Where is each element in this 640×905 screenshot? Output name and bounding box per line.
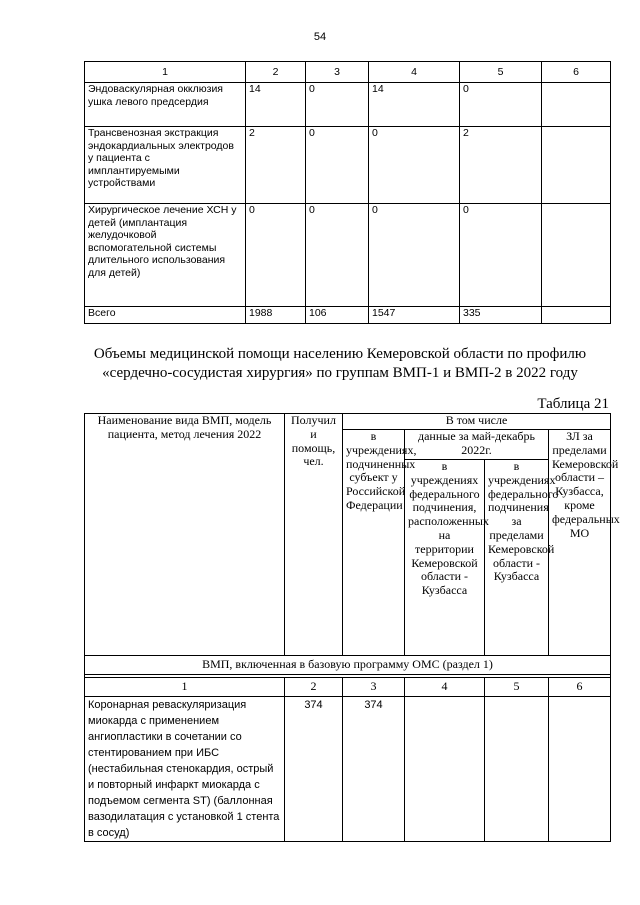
vmp-volume-table — [84, 413, 620, 842]
row-name: Трансвенозная экстракция эндокардиальных электродов у пациента с имплантируемыми устройствами — [85, 127, 246, 204]
cell-value: 0 — [369, 127, 460, 204]
cell-value: 0 — [246, 204, 306, 307]
header-name: Наименование вида ВМП, модель пациента, метод лечения 2022 — [85, 414, 285, 656]
cell-value: 374 — [343, 697, 405, 842]
column-number: 3 — [343, 678, 405, 697]
section-heading: Объемы медицинской помощи населению Кемеровской области по профилю «сердечно-сосудистая хирургия» по группам ВМП-1 и ВМП-2 в 2022 году — [93, 346, 587, 381]
header-cell: 6 — [542, 62, 611, 83]
table-row — [85, 204, 611, 307]
page-number: 54 — [313, 31, 327, 43]
cell-value: 0 — [460, 83, 542, 127]
cell-value: 0 — [306, 204, 369, 307]
cell-value: 0 — [306, 127, 369, 204]
header-including: В том числе — [343, 414, 611, 430]
column-number-row — [85, 678, 611, 697]
table-row — [85, 127, 611, 204]
header-federal-in: в учреждениях федерального подчинения, расположенных на территории Кемеровской области - Кузбасса — [405, 460, 485, 656]
header-cell: 1 — [85, 62, 246, 83]
row-name: Хирургическое лечение ХСН у детей (имплантация желудочковой вспомогательной системы длительного использования для детей) — [85, 204, 246, 307]
cell-value: 0 — [369, 204, 460, 307]
cell-value — [485, 697, 549, 842]
table-continued — [84, 61, 611, 324]
cell-value: 374 — [285, 697, 343, 842]
header-subject: в учреждениях, подчиненных субъект у Российской Федерации — [343, 430, 405, 656]
row-name: Коронарная реваскуляризация миокарда с применением ангиопластики в сочетании со стентированием при ИБС (нестабильная стенокардия, острый и повторный инфаркт миокарда с подъемом сегмента ST) (баллонная вазодилатация с установкой 1 стента в сосуд) — [85, 697, 285, 842]
column-number: 4 — [405, 678, 485, 697]
header-cell: 3 — [306, 62, 369, 83]
header-cell: 4 — [369, 62, 460, 83]
section-title: ВМП, включенная в базовую программу ОМС (раздел 1) — [85, 656, 611, 675]
cell-value — [549, 697, 611, 842]
cell-value: 1988 — [246, 307, 306, 324]
cell-value: 0 — [306, 83, 369, 127]
table-row — [85, 697, 611, 842]
header-cell: 2 — [246, 62, 306, 83]
row-name: Эндоваскулярная окклюзия ушка левого предсердия — [85, 83, 246, 127]
table-header-row — [85, 62, 611, 83]
cell-value — [542, 307, 611, 324]
table-label: Таблица 21 — [537, 396, 609, 412]
cell-value — [542, 204, 611, 307]
section-row — [85, 656, 611, 675]
table-total-row — [85, 307, 611, 324]
header-cell: 5 — [460, 62, 542, 83]
column-number: 6 — [549, 678, 611, 697]
cell-value: 106 — [306, 307, 369, 324]
cell-value: 0 — [460, 204, 542, 307]
cell-value: 14 — [369, 83, 460, 127]
cell-value: 2 — [246, 127, 306, 204]
cell-value — [542, 83, 611, 127]
header-may-december: данные за май-декабрь 2022г. — [405, 430, 549, 460]
table-header-row — [85, 414, 611, 430]
cell-value: 14 — [246, 83, 306, 127]
column-number: 1 — [85, 678, 285, 697]
header-federal-out: в учреждениях федерального подчинения за пределами Кемеровской области - Кузбасса — [485, 460, 549, 656]
row-name: Всего — [85, 307, 246, 324]
cell-value: 335 — [460, 307, 542, 324]
header-outside: ЗЛ за пределами Кемеровской области – Кузбасса, кроме федеральных МО — [549, 430, 611, 656]
table-row — [85, 83, 611, 127]
cell-value — [405, 697, 485, 842]
column-number: 2 — [285, 678, 343, 697]
header-received: Получил и помощь, чел. — [285, 414, 343, 656]
cell-value: 1547 — [369, 307, 460, 324]
column-number: 5 — [485, 678, 549, 697]
cell-value — [542, 127, 611, 204]
cell-value: 2 — [460, 127, 542, 204]
